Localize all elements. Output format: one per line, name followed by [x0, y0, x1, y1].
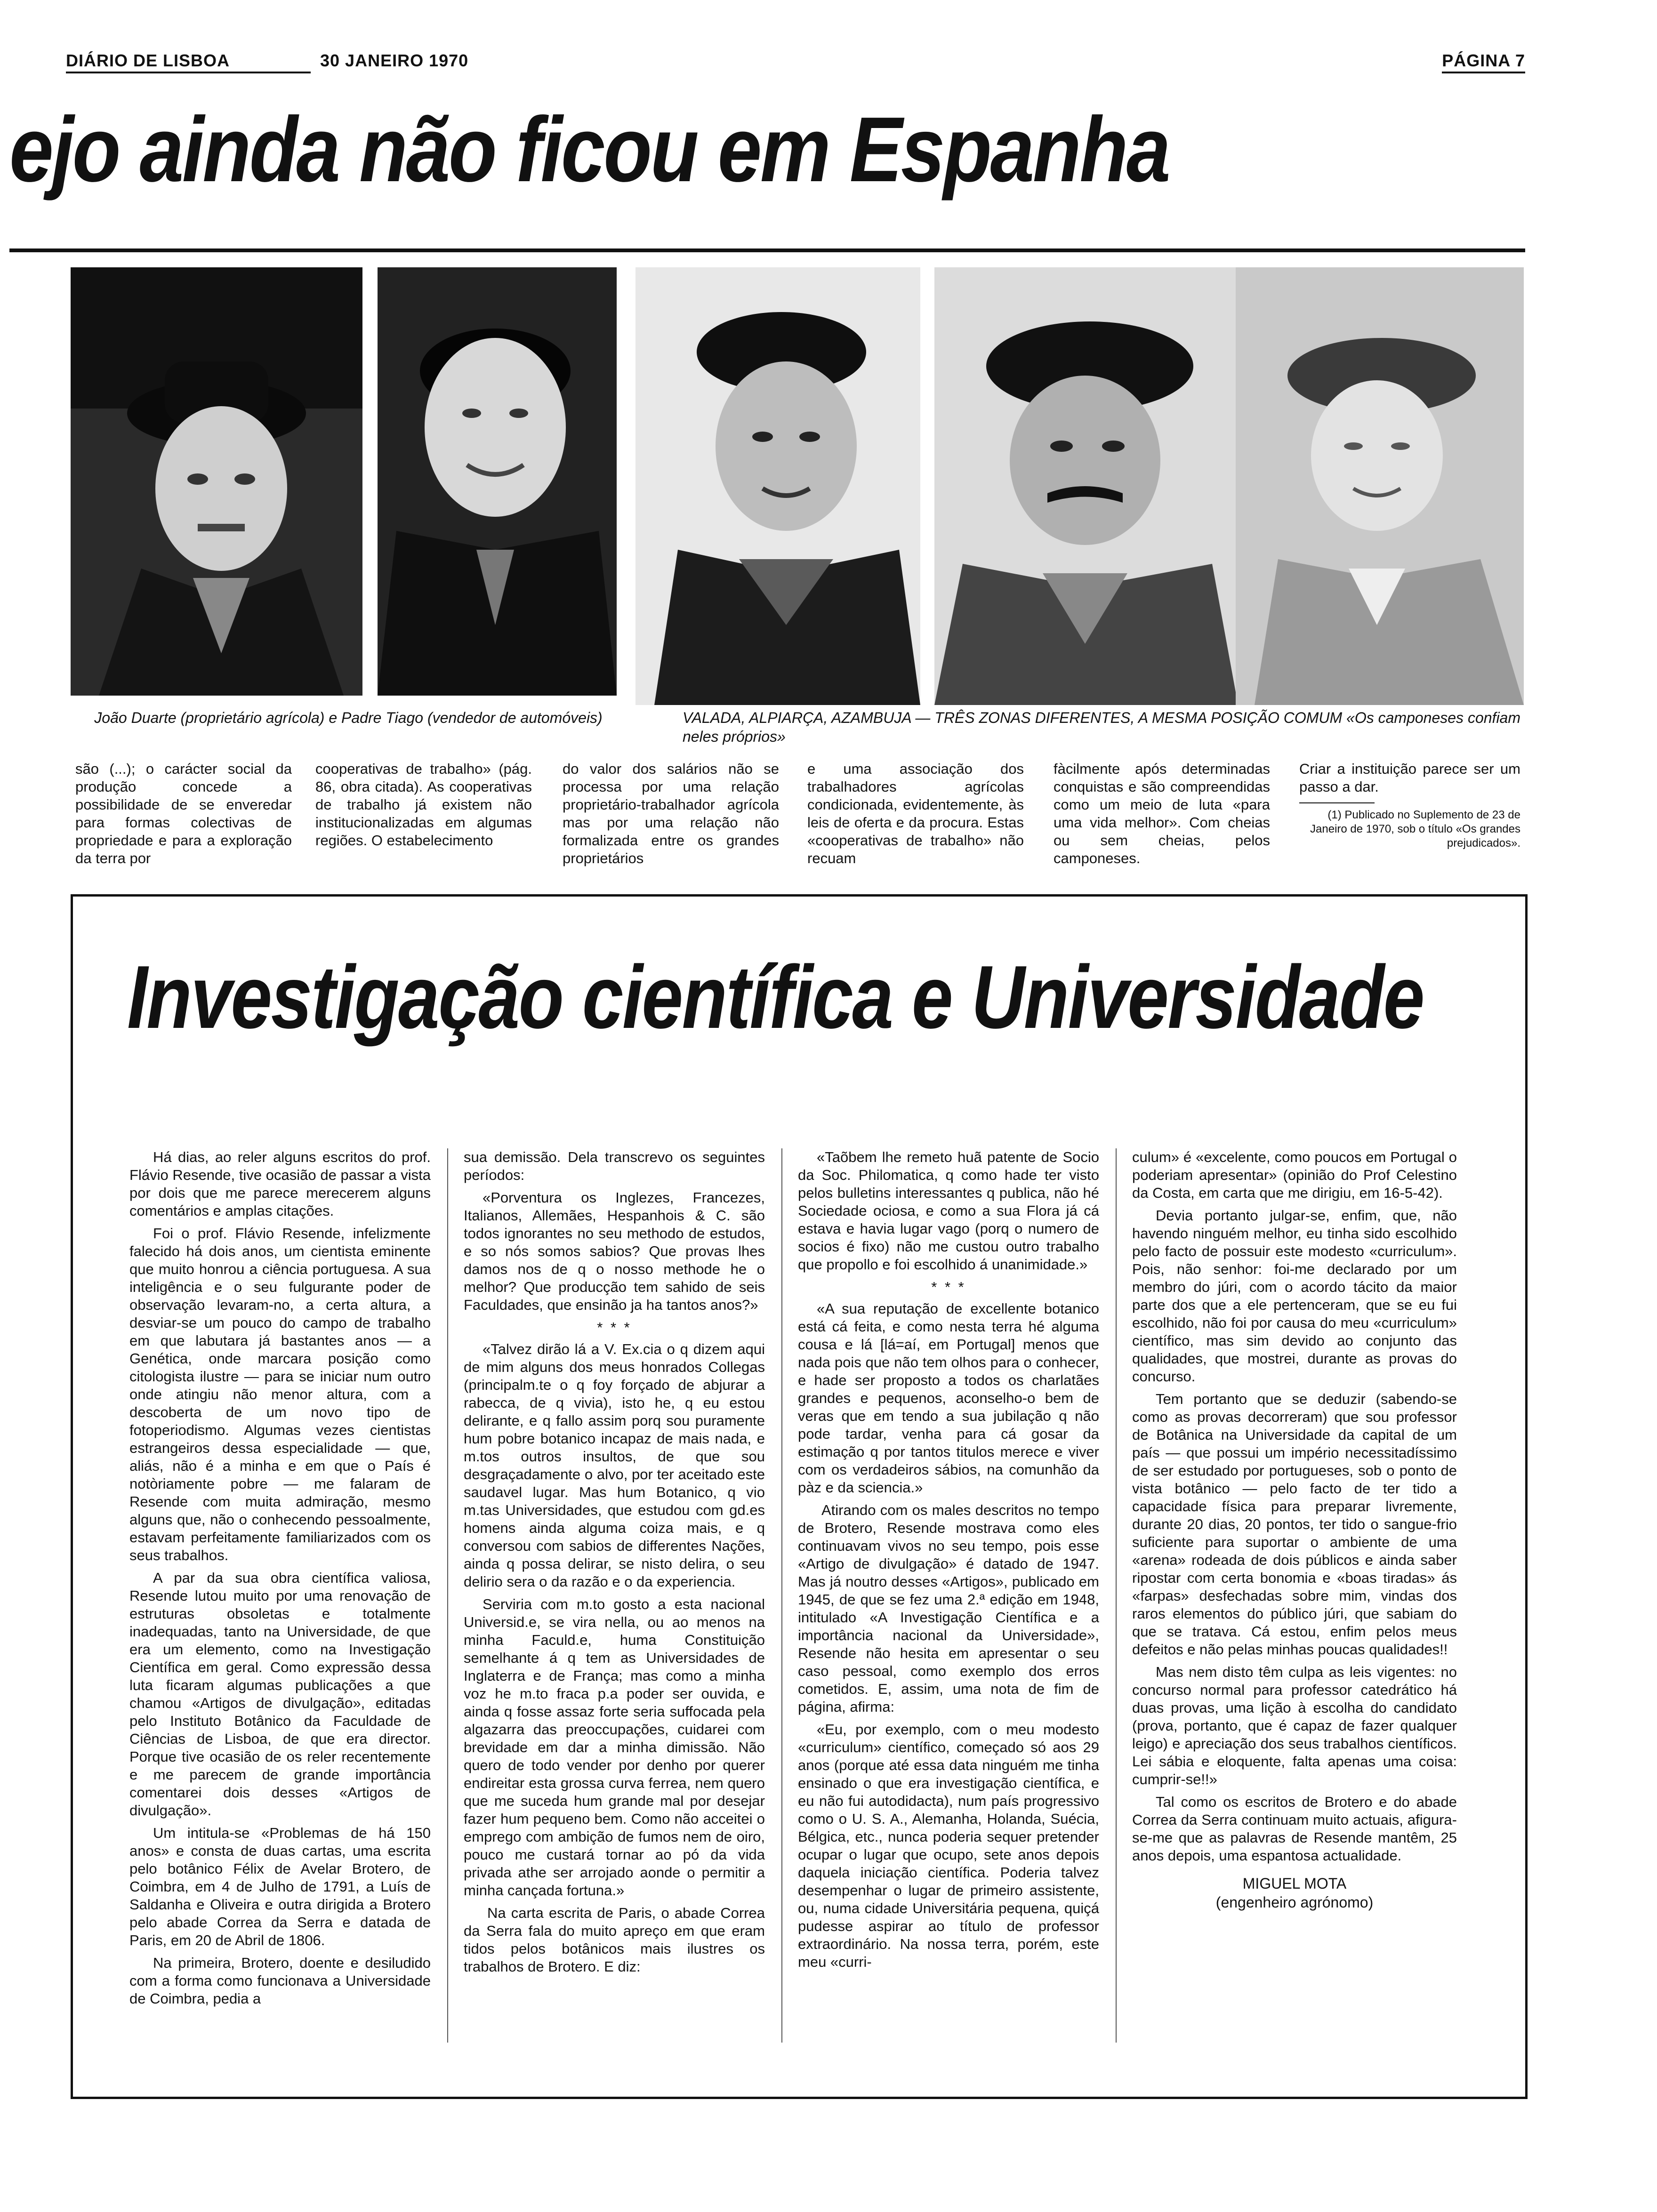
- portrait-icon: [934, 267, 1238, 705]
- column-divider: [1116, 1148, 1117, 2043]
- footnote: (1) Publicado no Suplemento de 23 de Janeiro de 1970, sob o título «Os grandes prejudicados».: [1310, 809, 1520, 850]
- column-divider: [447, 1148, 448, 2043]
- article-column-3: «Taõbem lhe remeto huã patente de Socio da Soc. Philomatica, q como hade ter visto pelos bulletins interessantes q publica, não hé Sociedade ociosa, e como a sua Flora já cá estava e havia lugar vago (porq o numero de socios é fixo) não me custou outro trabalho que propollo e foi escolhido á unanimidade.» * * * «A sua reputação de excellente botanico está cá feita, e como nesta terra hé alguma cousa e lá [lá=aí, em Portugal] menos que nada pois que não tem olhos para o conhecer, e hade ser proposto a todos os charlatães grandes e pequenos, aconselho-o bem de veras que em tendo a sua jubilação q não pode tardar, venha para cá gosar da estimação q por tantos titulos merece e viver com os verdadeiros sábios, na comunhão da pàz e da sciencia.» Atirando com os males descritos no tempo de Brotero, Resende mostrava como eles continuavam vivos no seu tempo, pois esse «Artigo de divulgação» é datado de 1947. Mas já noutro desses «Artigos», publicado em 1945, de que se fez uma 2.ª edição em 1948, intitulado «A Investigação Científica e a importância nacional da Universidade», Resende não hesita em apresentar o seu caso pessoal, como exemplo dos erros cometidos. E, assim, uma nota de fim de página, afirma: «Eu, por exemplo, com o meu modesto «curriculum» científico, começado só aos 29 anos (porque até essa data ninguém me tinha ensinado o que era investigação científica, e eu não fui autodidacta), num país progressivo como o U. S. A., Alemanha, Holanda, Suécia, Bélgica, etc., nunca poderia sequer pretender ocupar o lugar que ocupo, sete anos depois daquela iniciação científica. Poderia talvez desempenhar o lugar de primeiro assistente, ou, numa cidade Universitária pequena, quiçá pudesse aspirar ao título de professor extraordinário. Na nossa terra, porém, este meu «curri-: [798, 1149, 1099, 1970]
- photo-farmer-3: [1236, 267, 1524, 705]
- headline-top: ejo ainda não ficou em Espanha: [9, 98, 1169, 201]
- caption-right: VALADA, ALPIARÇA, AZAMBUJA — TRÊS ZONAS DIFERENTES, A MESMA POSIÇÃO COMUM «Os camponeses confiam neles próprios»: [683, 709, 1520, 745]
- upper-column-4: e uma associação dos trabalhadores agrícolas condicionada, evidentemente, às leis de oferta e da procura. Estas «cooperativas de trabalho» não recuam: [807, 761, 1024, 866]
- caption-left: João Duarte (proprietário agrícola) e Padre Tiago (vendedor de automóveis): [94, 709, 603, 726]
- author-name: MIGUEL MOTA: [1242, 1875, 1347, 1892]
- photo-farmer-1: [635, 267, 920, 705]
- upper-column-5: fàcilmente após determinadas conquistas e são compreendidas como um meio de luta «para uma vida melhor». Com cheias ou sem cheias, pelos camponeses.: [1054, 761, 1270, 866]
- separator: * * *: [597, 1319, 632, 1336]
- column-divider: [781, 1148, 782, 2043]
- photo-farmer-2: [934, 267, 1238, 705]
- footnote-rule: [1299, 802, 1375, 803]
- portrait-icon: [378, 267, 617, 696]
- page-number: PÁGINA 7: [1442, 51, 1525, 73]
- article-headline: Investigação científica e Universidade: [127, 947, 1424, 1047]
- upper-column-3: do valor dos salários não se processa por uma relação proprietário-trabalhador agrícola mas por uma relação não formalizada entre os grandes proprietários: [563, 761, 779, 866]
- photo-padre-tiago: [378, 267, 617, 696]
- masthead: [66, 51, 1525, 79]
- article-column-2: sua demissão. Dela transcrevo os seguintes períodos: «Porventura os Inglezes, Francezes, Italianos, Allemães, Hespanhois & C. são todos ignorantes no seu methodo de estudos, e so nós somos sabios? Que provas lhes damos nos de q o nosso methode he o melhor? Que producção tem sahido de seis Faculdades, que ensinão ja ha tantos anos?» * * * «Talvez dirão lá a V. Ex.cia o q dizem aqui de mim alguns dos meus honrados Collegas (principalm.te o q foy forçado de abjurar a rabecca, de q vivia), isto he, q eu estou delirante, e q fallo assim porq sou puramente hum pobre botanico incapaz de mais nada, e m.tos outros insultos, de que sou desgraçadamente o alvo, por ter aceitado este saudavel lugar. Mas hum Botanico, q vio m.tas Universidades, que estudou com gd.es homens ainda alguma coiza mais, e q conversou com sabios de differentes Nações, ainda q possa delirar, se nisto delira, o seu delirio sera o da razão e o da experiencia. Serviria com m.to gosto a esta nacional Universid.e, se vira nella, ou ao menos na minha Faculd.e, huma Constituição semelhante á q tem as Universidades de Inglaterra e de França; mas como a minha voz he m.to fraca p.a poder ser ouvida, e ainda q fosse assaz forte seria suffocada pela algazarra das preoccupações, cuidarei com brevidade em dar a minha dimissão. Não quero de todo vender por denho por querer endireitar esta grossa curva ferrea, nem quero que me suceda hum grande mal por desejar fazer hum pequeno bem. Como não acceitei o emprego com ambição de fumos nem de oiro, pouco me custará tornar ao pó da vida privada athe ser arrojado aonde o permitir a minha cançada fortuna.» Na carta escrita de Paris, o abade Correa da Serra fala do muito apreço em que eram tidos pelos botânicos mais ilustres os trabalhos de Brotero. E diz:: [464, 1149, 765, 1975]
- portrait-icon: [71, 267, 362, 696]
- photo-joao-duarte: [71, 267, 362, 696]
- separator: * * *: [931, 1279, 966, 1295]
- portrait-icon: [1236, 267, 1524, 705]
- portrait-icon: [635, 267, 920, 705]
- author-role: (engenheiro agrónomo): [1215, 1894, 1374, 1911]
- issue-date: 30 JANEIRO 1970: [320, 51, 469, 70]
- article-column-1: Há dias, ao reler alguns escritos do prof. Flávio Resende, tive ocasião de passar a vista por dois que me parece merecerem alguns comentários e amplas citações. Foi o prof. Flávio Resende, infelizmente falecido há dois anos, um cientista eminente que muito honrou a ciência portuguesa. A sua inteligência e o seu fulgurante poder de observação levaram-no, a certa altura, a desviar-se um pouco do campo de trabalho em que labutara já bastantes anos — a Genética, onde marcara posição como citologista ilustre — para se iniciar num outro onde atingiu não menor altura, com a descoberta de um novo tipo de fotoperiodismo. Algumas vezes cientistas estrangeiros dessa especialidade — que, aliás, não é a minha e em que o País é notòriamente pobre — me falaram de Resende com muita admiração, mesmo alguns que, não o conhecendo pessoalmente, estavam perfeitamente familiarizados com os seus trabalhos. A par da sua obra científica valiosa, Resende lutou muito por uma renovação de estruturas obsoletas e totalmente inadequadas, tanto na Universidade, de que era um elemento, como na Investigação Científica em geral. Como expressão dessa luta ficaram algumas publicações a que chamou «Artigos de divulgação», editadas pelo Instituto Botânico da Faculdade de Ciências de Lisboa, de que era director. Porque tive ocasião de os reler recentemente e me parecem de grande importância comentarei dois desses «Artigos de divulgação». Um intitula-se «Problemas de há 150 anos» e consta de duas cartas, uma escrita pelo botânico Félix de Avelar Brotero, de Coimbra, em 4 de Julho de 1791, a Luís de Saldanha e Oliveira e outra dirigida a Brotero pelo abade Correa da Serra e datada de Paris, em 20 de Abril de 1806. Na primeira, Brotero, doente e desiludido com a forma como funcionava a Universidade de Coimbra, pedia a: [129, 1149, 431, 2007]
- article-column-4: culum» é «excelente, como poucos em Portugal o poderiam apresentar» (opinião do Prof Celestino da Costa, em carta que me dirigiu, em 16-5-42). Devia portanto julgar-se, enfim, que, não havendo ninguém melhor, eu tinha sido escolhido pelo facto de possuir este modesto «curriculum». Pois, não senhor: foi-me declarado por um membro do júri, com o acordo tácito da maior parte dos que a ele pertenceram, que se eu fui escolhido, não foi por causa do meu «curriculum» científico, mas sim devido ao conjunto das qualidades, que mostrei, durante as provas do concurso. Tem portanto que se deduzir (sabendo-se como as provas decorreram) que sou professor de Botânica na Universidade da capital de um país — que possui um império necessitadíssimo de ser estudado por portugueses, sob o ponto de vista botânico — pelo facto de ter tido a capacidade física para preparar livremente, durante 20 dias, 20 pontos, ter tido o sangue-frio suficiente para suportar o ambiente de uma «arena» rodeada de dois públicos e ainda saber ripostar com certa bonomia e «boas tiradas» ás «farpas» desfechadas sobre mim, vindas dos raros elementos do público júri, que sabiam do que se tratava. Cá estou, enfim pelos meus defeitos e não pelas minhas poucas qualidades!! Mas nem disto têm culpa as leis vigentes: no concurso normal para professor catedrático há duas provas, uma lição à escolha do candidato (prova, portanto, que é capaz de fazer qualquer leigo) e apreciação dos seus trabalhos científicos. Lei sábia e eloquente, falta apenas uma coisa: cumprir-se!!» Tal como os escritos de Brotero e do abade Correa da Serra continuam muito actuais, afigura-se-me que as palavras de Resende mantêm, 25 anos depois, uma espantosa actualidade. MIGUEL MOTA (engenheiro agrónomo): [1132, 1149, 1457, 1911]
- headline-rule: [9, 248, 1525, 252]
- masthead-rule: [66, 72, 311, 73]
- upper-column-2: cooperativas de trabalho» (pág. 86, obra citada). As cooperativas de trabalho já existem não institucionalizadas em algumas regiões. O estabelecimento: [315, 761, 532, 849]
- upper-column-6: Criar a instituição parece ser um passo a dar. (1) Publicado no Suplemento de 23 de Janeiro de 1970, sob o título «Os grandes prejudicados».: [1299, 761, 1520, 850]
- newspaper-name: DIÁRIO DE LISBOA: [66, 51, 230, 70]
- upper-column-1: são (...); o carácter social da produção concede a possibilidade de se enveredar para formas colectivas de propriedade e para a exploração da terra por: [75, 761, 292, 866]
